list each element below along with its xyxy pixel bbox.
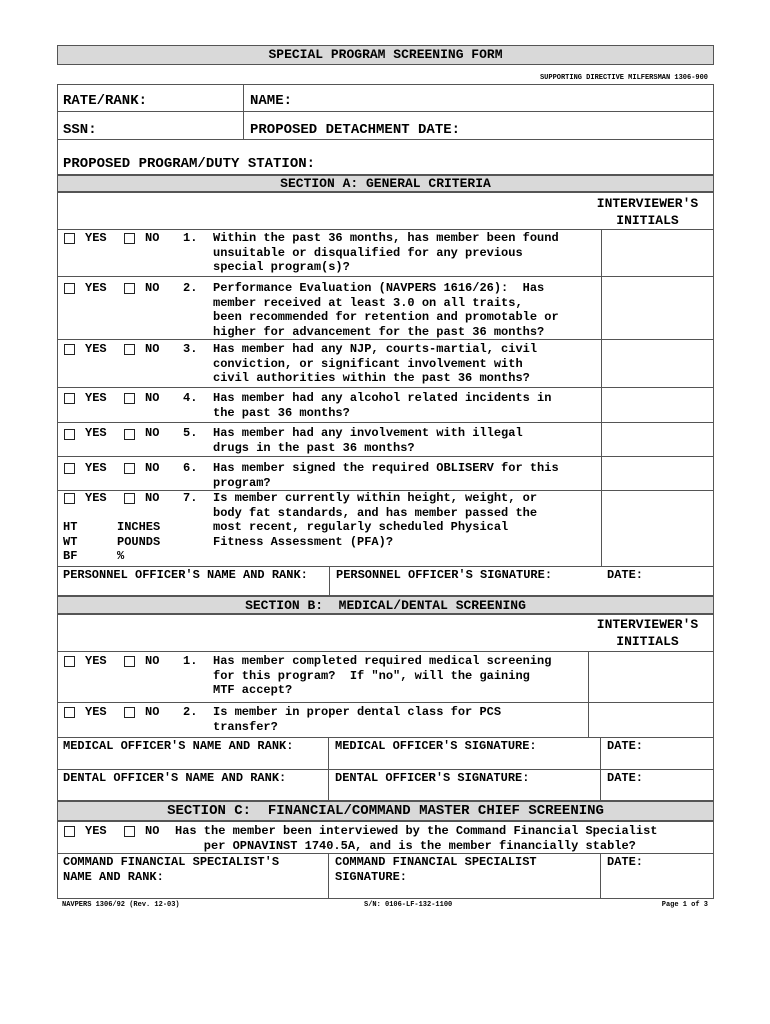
dental-officer-date-label: DATE:	[607, 771, 644, 785]
wt-label: WT	[63, 535, 78, 549]
a-q5-yes-checkbox[interactable]	[64, 429, 75, 440]
dental-officer-signature-label: DENTAL OFFICER'S SIGNATURE:	[335, 771, 530, 785]
c-q1-text: Has the member been interviewed by the Command Financial Specialist per OPNAVINST 1740.5A, and is the member financially stable?	[175, 824, 658, 853]
personnel-officer-name-label: PERSONNEL OFFICER'S NAME AND RANK:	[63, 568, 308, 582]
cfs-name-label: COMMAND FINANCIAL SPECIALIST'S NAME AND RANK:	[63, 855, 280, 884]
initials-line2: INITIALS	[616, 634, 679, 649]
a-q2-no-checkbox[interactable]	[124, 283, 135, 294]
initials-line2: INITIALS	[616, 213, 679, 228]
a-q6-yes-checkbox[interactable]	[64, 463, 75, 474]
cfs-signature-label: COMMAND FINANCIAL SPECIALIST SIGNATURE:	[335, 855, 537, 884]
footer-page-number: Page 1 of 3	[661, 901, 708, 909]
a-q4-number: 4.	[183, 391, 198, 405]
b-q1-yes-label: YES	[85, 654, 107, 668]
a-q6-no-checkbox[interactable]	[124, 463, 135, 474]
program-duty-station-label: PROPOSED PROGRAM/DUTY STATION:	[63, 156, 316, 172]
a-q3-yes-label: YES	[85, 342, 107, 356]
a-q7-no-label: NO	[145, 491, 160, 505]
a-q2-no-label: NO	[145, 281, 160, 295]
section-b-title: SECTION B: MEDICAL/DENTAL SCREENING	[245, 598, 526, 613]
ht-label: HT	[63, 520, 78, 534]
footer-form-number: NAVPERS 1306/92 (Rev. 12-03)	[62, 901, 180, 909]
a-q1-no-checkbox[interactable]	[124, 233, 135, 244]
pounds-label: POUNDS	[117, 535, 161, 549]
a-q3-no-checkbox[interactable]	[124, 344, 135, 355]
name-label: NAME:	[250, 93, 293, 109]
bf-label: BF	[63, 549, 78, 563]
b-q2-no-checkbox[interactable]	[124, 707, 135, 718]
b-q1-number: 1.	[183, 654, 198, 668]
a-q2-text: Performance Evaluation (NAVPERS 1616/26): Has member received at least 3.0 on all traits, been recommended for retention and promotable or higher for advancement for the past 36 months?	[213, 281, 559, 339]
medical-officer-name-label: MEDICAL OFFICER'S NAME AND RANK:	[63, 739, 294, 753]
inches-label: INCHES	[117, 520, 161, 534]
a-q7-number: 7.	[183, 491, 198, 505]
initials-line1: INTERVIEWER'S	[596, 617, 699, 632]
a-q4-text: Has member had any alcohol related incidents in the past 36 months?	[213, 391, 552, 420]
footer-stock-number: S/N: 0106-LF-132-1100	[364, 901, 453, 909]
a-q6-no-label: NO	[145, 461, 160, 475]
a-q6-yes-label: YES	[85, 461, 107, 475]
section-a-title: SECTION A: GENERAL CRITERIA	[280, 176, 491, 191]
medical-officer-signature-label: MEDICAL OFFICER'S SIGNATURE:	[335, 739, 537, 753]
b-q2-yes-checkbox[interactable]	[64, 707, 75, 718]
a-q2-number: 2.	[183, 281, 198, 295]
a-q2-yes-checkbox[interactable]	[64, 283, 75, 294]
b-q1-no-label: NO	[145, 654, 160, 668]
section-b-initials-header	[585, 616, 710, 650]
a-q4-no-checkbox[interactable]	[124, 393, 135, 404]
dental-officer-name-label: DENTAL OFFICER'S NAME AND RANK:	[63, 771, 287, 785]
a-q4-no-label: NO	[145, 391, 160, 405]
b-q1-text: Has member completed required medical screening for this program? If "no", will the gaining MTF accept?	[213, 654, 552, 697]
c-q1-yes-label: YES	[85, 824, 107, 838]
a-q1-yes-checkbox[interactable]	[64, 233, 75, 244]
cfs-date-label: DATE:	[607, 855, 644, 869]
b-q1-no-checkbox[interactable]	[124, 656, 135, 667]
a-q5-yes-label: YES	[85, 426, 107, 440]
a-q2-yes-label: YES	[85, 281, 107, 295]
rate-rank-label: RATE/RANK:	[63, 93, 148, 109]
a-q5-no-label: NO	[145, 426, 160, 440]
a-q5-number: 5.	[183, 426, 198, 440]
a-q3-yes-checkbox[interactable]	[64, 344, 75, 355]
a-q1-yes-label: YES	[85, 231, 107, 245]
a-q3-number: 3.	[183, 342, 198, 356]
a-q6-text: Has member signed the required OBLISERV for this program?	[213, 461, 559, 490]
a-q1-text: Within the past 36 months, has member been found unsuitable or disqualified for any previous special program(s)?	[213, 231, 559, 274]
medical-officer-date-label: DATE:	[607, 739, 644, 753]
section-c-title: SECTION C: FINANCIAL/COMMAND MASTER CHIEF SCREENING	[167, 803, 604, 819]
b-q2-yes-label: YES	[85, 705, 107, 719]
b-q2-no-label: NO	[145, 705, 160, 719]
a-q6-number: 6.	[183, 461, 198, 475]
a-q1-no-label: NO	[145, 231, 160, 245]
a-q7-text: Is member currently within height, weight, or body fat standards, and has member passed the most recent, regularly scheduled Physical Fitness Assessment (PFA)?	[213, 491, 538, 549]
percent-label: %	[117, 549, 125, 563]
a-q5-no-checkbox[interactable]	[124, 429, 135, 440]
detachment-date-label: PROPOSED DETACHMENT DATE:	[250, 122, 461, 138]
a-q3-text: Has member had any NJP, courts-martial, civil conviction, or significant involvement with civil authorities within the past 36 months?	[213, 342, 538, 385]
a-q3-no-label: NO	[145, 342, 160, 356]
a-q4-yes-label: YES	[85, 391, 107, 405]
ssn-label: SSN:	[63, 122, 97, 138]
a-q5-text: Has member had any involvement with illegal drugs in the past 36 months?	[213, 426, 523, 455]
personnel-officer-signature-label: PERSONNEL OFFICER'S SIGNATURE:	[336, 568, 553, 582]
supporting-directive: SUPPORTING DIRECTIVE MILFERSMAN 1306-900	[539, 74, 708, 82]
c-q1-yes-checkbox[interactable]	[64, 826, 75, 837]
personnel-officer-date-label: DATE:	[607, 568, 644, 582]
a-q1-number: 1.	[183, 231, 198, 245]
initials-line1: INTERVIEWER'S	[596, 196, 699, 211]
a-q7-yes-checkbox[interactable]	[64, 493, 75, 504]
b-q2-text: Is member in proper dental class for PCS transfer?	[213, 705, 502, 734]
c-q1-no-label: NO	[145, 824, 160, 838]
a-q7-no-checkbox[interactable]	[124, 493, 135, 504]
section-a-initials-header	[585, 195, 710, 229]
b-q2-number: 2.	[183, 705, 198, 719]
form-title: SPECIAL PROGRAM SCREENING FORM	[268, 47, 503, 62]
b-q1-yes-checkbox[interactable]	[64, 656, 75, 667]
a-q4-yes-checkbox[interactable]	[64, 393, 75, 404]
a-q7-yes-label: YES	[85, 491, 107, 505]
c-q1-no-checkbox[interactable]	[124, 826, 135, 837]
